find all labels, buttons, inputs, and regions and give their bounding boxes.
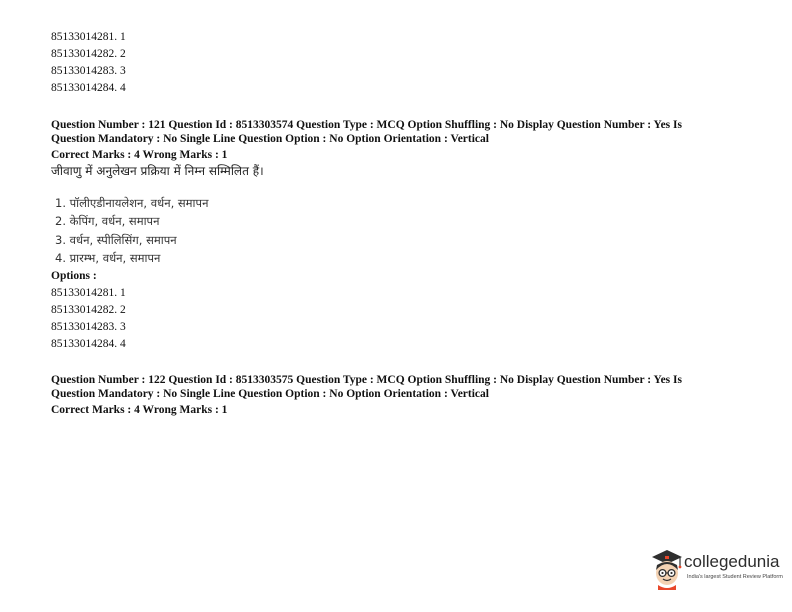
mascot-icon [650, 548, 684, 590]
logo-tagline: India's largest Student Review Platform [687, 574, 783, 580]
q122-header-line1: Question Number : 122 Question Id : 8513303575 Question Type : MCQ Option Shuffling : No Display Question Number : Yes Is [51, 374, 682, 386]
q121-option-id-2: 85133014282. 2 [51, 304, 126, 316]
logo-wordmark: collegedunia [684, 552, 780, 571]
q121-header-line1: Question Number : 121 Question Id : 8513303574 Question Type : MCQ Option Shuffling : No Display Question Number : Yes Is [51, 119, 682, 131]
q122-header-line2: Question Mandatory : No Single Line Question Option : No Option Orientation : Vertical [51, 388, 489, 400]
q121-option-id-4: 85133014284. 4 [51, 338, 126, 350]
q121-option-id-1: 85133014281. 1 [51, 287, 126, 299]
q121-options-label: Options : [51, 270, 97, 282]
option-id-2: 85133014282. 2 [51, 48, 126, 60]
q121-header-line2: Question Mandatory : No Single Line Question Option : No Option Orientation : Vertical [51, 133, 489, 145]
q121-option-id-3: 85133014283. 3 [51, 321, 126, 333]
q121-choice-1: 1. पॉलीएडीनायलेशन, वर्धन, समापन [55, 196, 209, 210]
q121-choice-3: 3. वर्धन, स्पीलिसिंग, समापन [55, 233, 177, 247]
q122-marks: Correct Marks : 4 Wrong Marks : 1 [51, 404, 228, 416]
q121-question-text: जीवाणु में अनुलेखन प्रक्रिया में निम्न सम्मिलित हैं। [51, 164, 264, 178]
option-id-3: 85133014283. 3 [51, 65, 126, 77]
option-id-1: 85133014281. 1 [51, 31, 126, 43]
q121-choice-4: 4. प्रारम्भ, वर्धन, समापन [55, 251, 161, 265]
option-id-4: 85133014284. 4 [51, 82, 126, 94]
q121-choice-2: 2. केपिंग, वर्धन, समापन [55, 214, 160, 228]
q121-marks: Correct Marks : 4 Wrong Marks : 1 [51, 149, 228, 161]
collegedunia-logo [650, 548, 790, 592]
